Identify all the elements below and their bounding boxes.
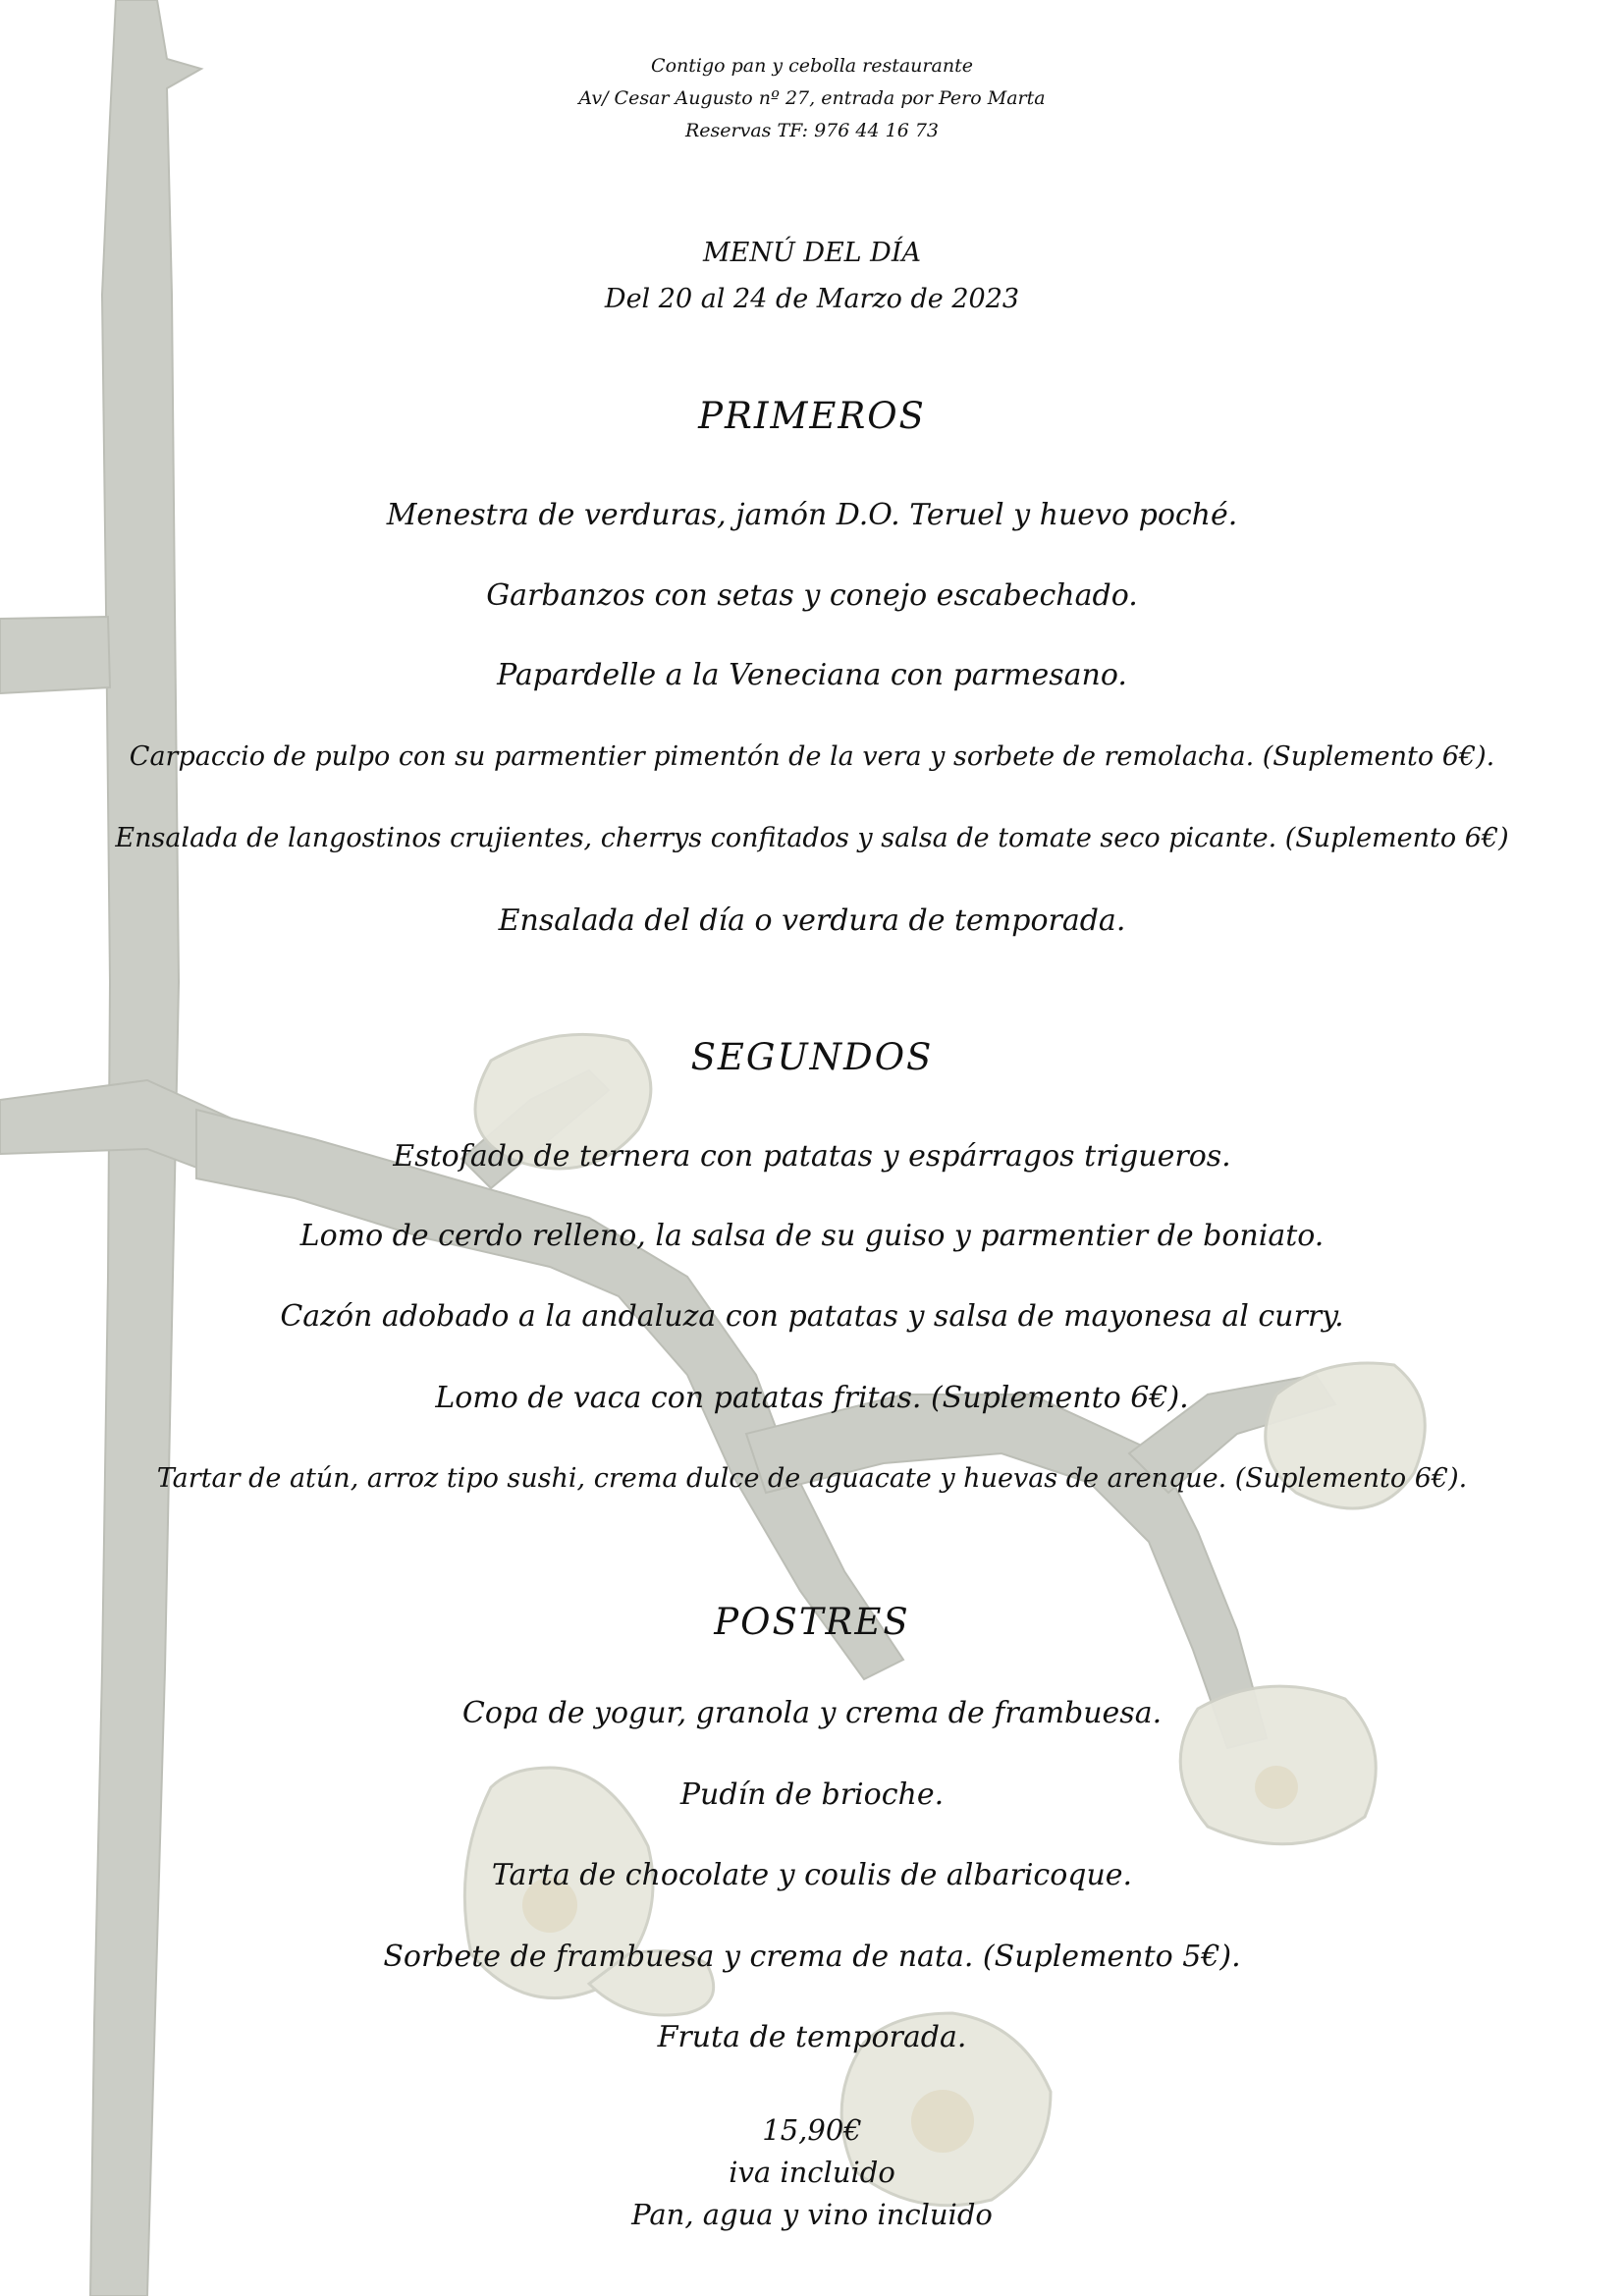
menu-dates: Del 20 al 24 de Marzo de 2023 — [604, 284, 1020, 314]
menu-item: Papardelle a la Veneciana con parmesano. — [497, 658, 1127, 692]
menu-item: Ensalada del día o verdura de temporada. — [498, 903, 1126, 938]
reservation-phone: Reservas TF: 976 44 16 73 — [684, 120, 939, 141]
menu-item: Sorbete de frambuesa y crema de nata. (Suplemento 5€). — [383, 1940, 1241, 1974]
section-heading-segundos: SEGUNDOS — [690, 1036, 934, 1078]
menu-item: Fruta de temporada. — [657, 2020, 967, 2054]
restaurant-name: Contigo pan y cebolla restaurante — [651, 55, 973, 77]
menu-item: Ensalada de langostinos crujientes, cherrys confitados y salsa de tomate seco picante. (Suplemento 6€) — [115, 823, 1509, 853]
section-heading-primeros: PRIMEROS — [698, 395, 926, 437]
tax-note: iva incluido — [729, 2156, 895, 2189]
menu-item: Lomo de cerdo relleno, la salsa de su guiso y parmentier de boniato. — [299, 1219, 1325, 1253]
menu-item: Tarta de chocolate y coulis de albaricoque. — [491, 1858, 1133, 1892]
menu-item: Pudín de brioche. — [679, 1777, 945, 1812]
menu-item: Cazón adobado a la andaluza con patatas y salsa de mayonesa al curry. — [280, 1299, 1344, 1334]
menu-item: Copa de yogur, granola y crema de frambuesa. — [461, 1696, 1163, 1730]
menu-item: Estofado de ternera con patatas y espárragos trigueros. — [393, 1139, 1231, 1174]
menu-item: Lomo de vaca con patatas fritas. (Suplemento 6€). — [435, 1381, 1189, 1415]
menu-price: 15,90€ — [762, 2113, 862, 2147]
section-heading-postres: POSTRES — [714, 1601, 910, 1643]
includes-note: Pan, agua y vino incluido — [631, 2198, 993, 2231]
menu-item: Tartar de atún, arroz tipo sushi, crema dulce de aguacate y huevas de arenque. (Suplemento 6€). — [156, 1463, 1468, 1494]
menu-item: Carpaccio de pulpo con su parmentier pimentón de la vera y sorbete de remolacha. (Suplemento 6€). — [129, 741, 1495, 772]
menu-item: Menestra de verduras, jamón D.O. Teruel y huevo poché. — [386, 498, 1238, 532]
menu-item: Garbanzos con setas y conejo escabechado. — [486, 578, 1138, 613]
restaurant-address: Av/ Cesar Augusto nº 27, entrada por Pero Marta — [578, 87, 1046, 109]
menu-title: MENÚ DEL DÍA — [703, 238, 921, 268]
